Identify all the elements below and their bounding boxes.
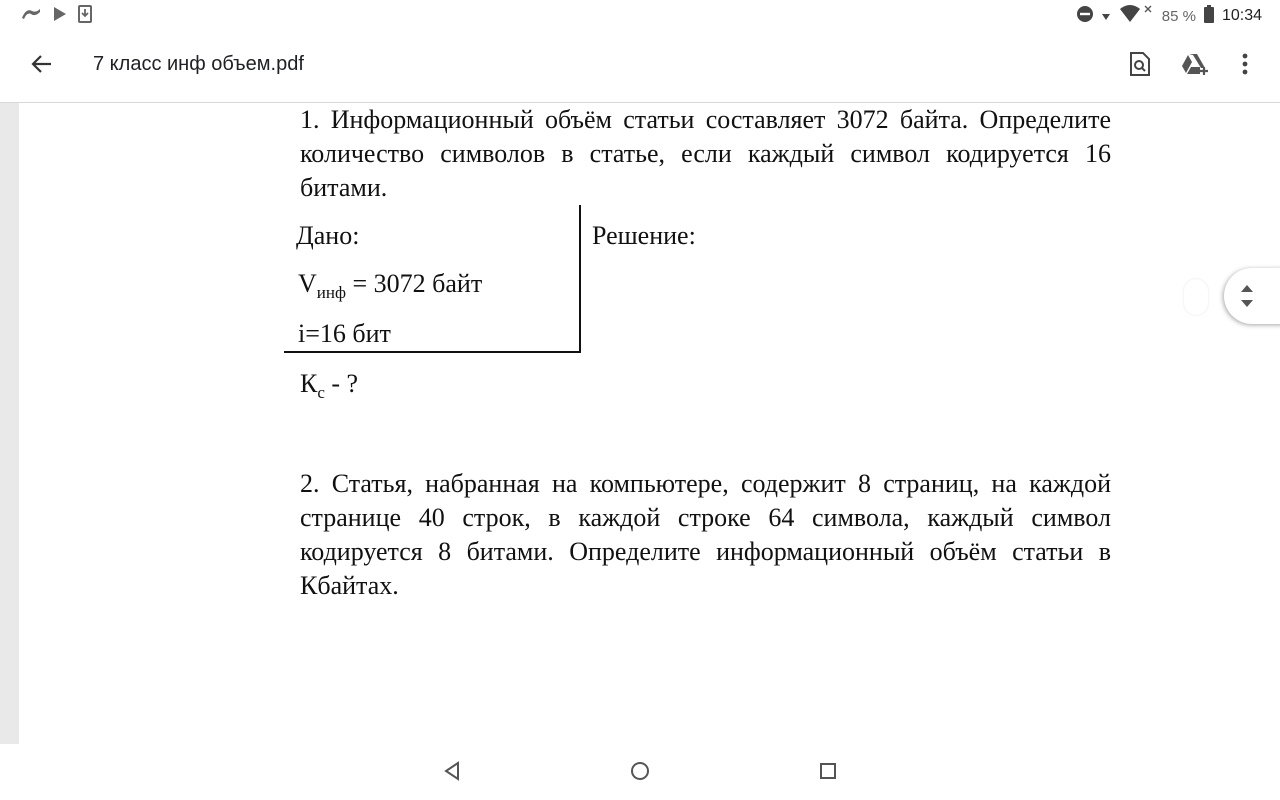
more-vert-icon bbox=[1242, 53, 1248, 80]
nav-back-button[interactable] bbox=[432, 758, 472, 788]
problem-1-text: 1. Информационный объём статьи составляет 3072 байта. Определите количество символов в статье, если каждый символ кодируется 16 битами. bbox=[300, 105, 1111, 202]
volume-given bbox=[298, 269, 482, 303]
more-options-button[interactable] bbox=[1227, 48, 1263, 84]
document-title: 7 класс инф объем.pdf bbox=[93, 53, 304, 75]
nav-home-button[interactable] bbox=[620, 758, 660, 788]
sketch-app-icon bbox=[20, 6, 42, 27]
bits-given: i=16 бит bbox=[298, 319, 391, 348]
wifi-icon bbox=[1118, 4, 1154, 28]
status-bar bbox=[0, 0, 1280, 28]
volume-symbol: V bbox=[298, 269, 317, 298]
add-to-drive-icon bbox=[1181, 52, 1211, 81]
page-indicator bbox=[1184, 279, 1208, 315]
nav-back-icon bbox=[443, 761, 461, 786]
add-to-drive-button[interactable] bbox=[1178, 48, 1214, 84]
no-signal-icon bbox=[1102, 8, 1110, 25]
back-button[interactable] bbox=[24, 50, 60, 82]
fast-scroll-handle[interactable] bbox=[1224, 268, 1280, 324]
battery-percent: 85 % bbox=[1161, 7, 1196, 25]
back-arrow-icon bbox=[31, 54, 53, 79]
play-store-icon bbox=[52, 6, 68, 27]
k-symbol: К bbox=[300, 369, 318, 398]
pdf-page bbox=[19, 103, 1280, 744]
navigation-bar bbox=[0, 744, 1280, 800]
volume-value: = 3072 байт bbox=[346, 269, 483, 298]
find-in-document-icon bbox=[1129, 51, 1151, 82]
app-bar bbox=[0, 28, 1280, 103]
battery-icon bbox=[1204, 5, 1214, 27]
unknown-quantity bbox=[300, 369, 358, 403]
download-icon bbox=[78, 5, 92, 28]
solution-label: Решение: bbox=[592, 221, 696, 250]
problem-2-text: 2. Статья, набранная на компьютере, содержит 8 страниц, на каждой странице 40 строк, в каждой строке 64 символа, каждый символ кодируется 8 битами. Определите информационный объём статьи в Кбайтах. bbox=[300, 469, 1111, 600]
k-question: - ? bbox=[324, 369, 359, 398]
status-bar-right bbox=[1076, 4, 1262, 28]
nav-recents-icon bbox=[819, 762, 837, 785]
clock: 10:34 bbox=[1221, 7, 1262, 24]
do-not-disturb-icon bbox=[1076, 5, 1094, 27]
status-bar-left bbox=[20, 5, 92, 28]
given-label: Дано: bbox=[296, 221, 360, 250]
k-subscript: с bbox=[317, 383, 325, 402]
volume-subscript: инф bbox=[316, 283, 346, 302]
find-in-document-button[interactable] bbox=[1122, 48, 1158, 84]
nav-recents-button[interactable] bbox=[808, 758, 848, 788]
nav-home-icon bbox=[629, 760, 651, 787]
document-viewer[interactable] bbox=[0, 103, 1280, 744]
